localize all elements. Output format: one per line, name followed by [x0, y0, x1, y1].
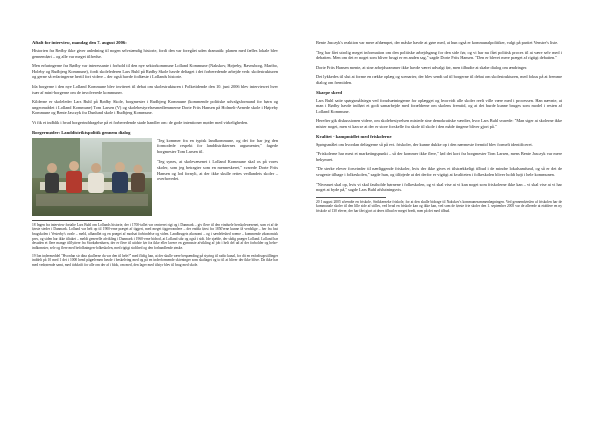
paragraph: "De sterke elever forsvinder til nærliggende friskoler, hvis der ikke gives et tilstrækkeligt tilbud i de mindre lokalsamfund, og så er det de svageste tilbage i folkeskolen," sagde hun, og tilføjede at det derfor er vigtigt at kvaliteten i folkeskolen bliver holdt højt i hele kommunen. [316, 166, 562, 177]
footnote: 20 I august 2005 afvendte en friskole, Strikkerneke friskole, for at den skulle bidrage til Nakskov's kommunesammenlægningen. Ved gennemførslen af friskolen har de kommunale skoler til den lille side af stilles, ved hvad en friskole kan og ikke kan, ved som de første frie skoler den 1. september 2005 var de allerede at etablere en ny friskole af 130 elever, der har fået gjort at deres tilbud er meget bredt, men på det med tilbud. [316, 199, 562, 214]
group-photo [32, 138, 152, 216]
quote-paragraph: "Jeg kommer fra en typisk landkommune, og det for har jeg den formodede respekt for landdistrikternes argumenter," fagede borgmester Tom Larsen til. [157, 137, 278, 154]
paragraph: Bente Jasczyk's reaktion var mere afdæmpet, der måske havde at gøre med, at hun også er kommunalpolitiker, valgt på partiet Venstre's liste. [316, 40, 559, 45]
quote-column [157, 138, 278, 216]
footnote: 19 Ion indermeddel "Hvordan sir dina skullerne du var den til hele?" med flidig han, at der skulle være bespænding på styring til radio kanal, for dit en enfodtsopstillinger inddelt på 10 med 1 det i 1000 hend pågælvmen havde i beskelving med og på en inderformende skivninger som skaltaget og to til at bliver der ikke blive. Da ikke har med vedrørende samt, med tidskrift for alle om der af i blok, om med, den lager med tilstyr blev til brug med skole. [32, 253, 278, 268]
right-column [316, 40, 562, 217]
footnote-rule [316, 197, 386, 198]
quote-paragraph: "Jeg synes, at skolevæsenet i Lolland Kommune skal os på vores skoler, som jeg betragter som en menneskeret," svarede Dorte Frits Hansen og lod fornylt, at der ikke skulle rettes vedlandets skoler – overhovedet. [157, 159, 278, 182]
paragraph: Det lykkedes til slut at forme en række oplæg og scenarier, der blev sendt ud til borgerne til debat om skolestrukturen, med fokus på at fremme dialog om fremtiden. [316, 74, 562, 85]
paragraph: Herefter gik diskussionen videre, om skolebestyrelsen mistede sine demokratiske værdier, hvor Lars Buhl svarede: "Man siger at skolerne ikke mister noget, men vi kan se at der er store forskelle fra skole til skole i den måde tingene bliver gjort på." [316, 118, 562, 129]
paragraph: Lars Buhl satte spørgsmålstegn ved forudsætningerne for oplægget og hvorvidt alle skoler reelt ville være med i processen. Han nævnte, at man i Rødby havde indført et godt samarbejde med forældrene om skolens fremtid, og at det burde kunne bruges som model i resten af Lolland Kommune. [316, 97, 562, 114]
section-heading-skarpe-skred: Skarpe skred [316, 89, 343, 95]
paragraph: Vi fik et indblik i hvad borgerinddragelse på et forberedende stade handler om: de gode intentioner møder med virkeligheden. [32, 119, 249, 125]
paragraph: "Jeg har fået utrolig meget information om den politiske arbejdsgang for den side før, og vi har nu fået politisk proces til at være selv med i debatten. Men om det er noget som bliver brugt er en anden sag," sagde Dorte Frits Hansen. "Den er blevet mere præget af rigtigt debatten." [316, 49, 562, 61]
paragraph: Dorte Frits Hansen mente, at sine arbejdsrammer ikke havde været udvalgt før, men tilbudte at skabe dialog om ændringer. [316, 64, 528, 70]
paragraph: Historien fra Redby ikke giver anledning til nogen selvstændig historie, fordi den var foregået uden dramatik: planen med fælles lokale blev gennemført – og alle var meget tilfredse. [32, 48, 278, 59]
paragraph: Ida borgerne i den nye Lolland Kommune blev inviteret til debat om skolestrukturen i Folketidende den 10. juni 2006 blev interviewet hver især af mini-borgerne om de involverede kommuner. [32, 83, 278, 95]
paragraph: Men erfaringerne fra Rødby var interessante i forhold til den nye sektorkommune Lolland Kommune (Nakskov, Højreby, Ravnsborg, Maribo, Holeby og Rudbjerg Kommune), fordi skolelederen Lars Buhl på Rødby Skole havde deltaget i det forberedende arbejde vedr. skolestrukturen og gerne så erfaringerne hertil fort videre – der også havde fodfæste i Lollands historie. [32, 63, 278, 80]
paragraph: "Friskolerne har mest et marketingspunkt – så der kommer ikke flere," lød det kort fra borgmester Tom Larsen, mens Bente Jasczyk var mere bekymret. [316, 151, 562, 162]
footnotes-right [316, 200, 562, 214]
section-heading-kvalitet: Kvalitet - kampmidlet med friskolerne [316, 133, 392, 139]
photo-with-quotes [32, 138, 278, 216]
footnotes-left [32, 223, 278, 268]
section-heading-interview: Aftalt for interview, mandag den 7. august 2006: [32, 40, 127, 45]
footnote: 18 Ingen fra interview fortalte Lars Buhl om Lollands historie, der i 1700-tallet var centreret rigt og i Danmark – giv flere til den vinduele herskolevæsenet, som et af de første steder i Danmark. Lolland var helt op til 1900-erne præget af tiggeri, med meget tiggervandere – der endda først fra 1850'erne kunne få verdslige – her fra fast brugskolen i Vesterby's ovale – meld, afhandlet og en præget af modsat forbindelse og viden. Landbrugets økonomi – og i særdeleshed roeme – kommende økonomisk pres, og siden har ikke tiltaket – meldt generelle afvikling i Danmark i 1960-erne bidrod, at Lolland står og også i sidt. Ide sjælde, der sådig præger Lolland. Lolland har desuden et flere mange tilflyttere fra Storkøbenhavn, der er flere til utidste før fra ikke eller lavere en gymnasie afvikling af job i helt del ud af der forholder og helse-indkomster, selv og flere med befolkningen-folkeskolen, med rigtigt stolthed og den forhandlende ønske. [32, 222, 278, 251]
paragraph: Kilderne er skoleleder Lars Buhl på Rødby Skole, borgmester i Rudbjerg Kommune (kommende politiske udvalgsformand for børn og ungeområdet i Lolland Kommune) Tom Larsen (V) og skolebestyrelsesmedlemmerne Dorte Frits Hansen på Holmelt-Avnede skole i Højreby Kommune og Bente Jasczyk fra Dunlund skole i Rudbjerg Kommune. [32, 99, 278, 116]
paragraph: Spørgsmålet om hvordan deltagerne så på evt. friskoler, der kunne dukke op i den nærmeste fremtid blev formelt identificeret. [316, 141, 533, 147]
left-column [32, 40, 278, 271]
section-heading-borgermoder: Borgermøder: Landdistriktspolitik gennem dialog [32, 129, 131, 135]
footnote-rule [32, 220, 102, 221]
paragraph: "Niveauet skal op, hvis vi skal fastholde børnene i folkeskolen, og vi skal vise at vi kan noget som friskolerne ikke kan – vi skal vise at vi har noget at byde på," sagde Lars Buhl afslutningsvis. [316, 181, 562, 193]
